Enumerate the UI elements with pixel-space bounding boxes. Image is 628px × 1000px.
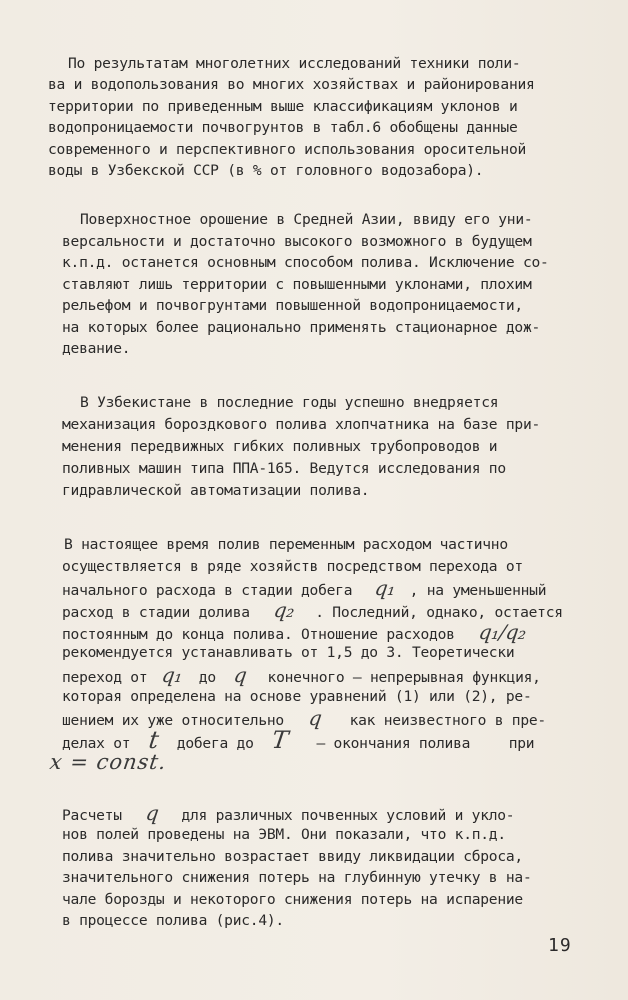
text-line: значительного снижения потерь на глубинную утечку в на- [62, 869, 532, 886]
text-span: как неизвестного в пре- [349, 712, 546, 729]
handwritten-q1: q₁ [160, 663, 184, 687]
text-span: начального расхода в стадии добега [62, 582, 353, 599]
text-line [62, 578, 612, 601]
text-line: водопроницаемости почвогрунтов в табл.6 обобщены данные [48, 119, 518, 136]
text-line [62, 708, 612, 731]
text-line: в процессе полива (рис.4). [62, 912, 284, 929]
text-line: По результатам многолетних исследований техники поли- [68, 55, 521, 72]
text-line [50, 752, 600, 775]
text-span: для различных почвенных условий и укло- [181, 807, 515, 824]
text-line: которая определена на основе уравнений (1) или (2), ре- [62, 688, 532, 705]
handwritten-q1: q₁ [373, 576, 397, 600]
text-line: В настоящее время полив переменным расходом частично [64, 536, 508, 553]
text-line: В Узбекистане в последние годы успешно внедряется [80, 394, 499, 411]
text-line: версальности и достаточно высокого возможного в будущем [62, 233, 532, 250]
text-line: к.п.д. останется основным способом полива. Исключение со- [62, 254, 549, 271]
text-line: воды в Узбекской ССР (в % от головного водозабора). [48, 162, 484, 179]
text-line: механизация бороздкового полива хлопчатника на базе при- [62, 416, 541, 433]
text-span: делах от [62, 735, 131, 752]
text-line: поливных машин типа ППА-165. Ведутся исследования по [62, 460, 506, 477]
text-span: шением их уже относительно [62, 712, 284, 729]
handwritten-formula: x = const. [48, 750, 169, 774]
text-span: расход в стадии долива [62, 604, 250, 621]
handwritten-T: T [270, 726, 290, 754]
text-span: постоянным до конца полива. Отношение расходов [62, 626, 455, 643]
text-span: переход от [62, 669, 148, 686]
text-span: Расчеты [62, 807, 122, 824]
handwritten-q2: q₂ [272, 598, 297, 622]
text-span: конечного – непрерывная функция, [267, 669, 541, 686]
text-span: при [508, 735, 535, 752]
handwritten-t: t [146, 726, 161, 754]
text-line: гидравлической автоматизации полива. [62, 482, 370, 499]
text-line: современного и перспективного использования оросительной [48, 141, 527, 158]
text-span: – окончания полива [316, 735, 471, 752]
handwritten-q: q [144, 801, 161, 825]
text-line: девание. [62, 340, 131, 357]
text-line [62, 622, 612, 645]
text-line: нов полей проведены на ЭВМ. Они показали, что к.п.д. [62, 826, 506, 843]
text-line: ставляют лишь территории с повышенными уклонами, плохим [62, 276, 532, 293]
text-line: полива значительно возрастает ввиду ликвидации сброса, [62, 848, 523, 865]
text-line: осуществляется в ряде хозяйств посредством перехода от [62, 558, 523, 575]
text-line: на которых более рационально применять стационарное дож- [62, 319, 541, 336]
text-span: добега до [176, 735, 254, 752]
text-line: ва и водопользования во многих хозяйствах и районирования [48, 76, 535, 93]
text-line [62, 665, 612, 688]
page-number: 19 [548, 935, 572, 956]
text-line [62, 803, 612, 826]
text-line [62, 600, 612, 623]
handwritten-ratio: q₁/q₂ [477, 620, 529, 644]
handwritten-q: q [306, 706, 323, 730]
text-line: территории по приведенным выше классификациям уклонов и [48, 98, 518, 115]
handwritten-q: q [232, 663, 249, 687]
text-line: рекомендуется устанавливать от 1,5 до 3. Теоретически [62, 644, 515, 661]
text-span: до [198, 669, 216, 686]
text-line: рельефом и почвогрунтами повышенной водопроницаемости, [62, 297, 523, 314]
text-line: чале борозды и некоторого снижения потерь на испарение [62, 891, 523, 908]
text-span: , на уменьшенный [409, 582, 547, 599]
text-line: менения передвижных гибких поливных трубопроводов и [62, 438, 498, 455]
text-span: . Последний, однако, остается [315, 604, 563, 621]
text-line: Поверхностное орошение в Средней Азии, ввиду его уни- [80, 211, 533, 228]
